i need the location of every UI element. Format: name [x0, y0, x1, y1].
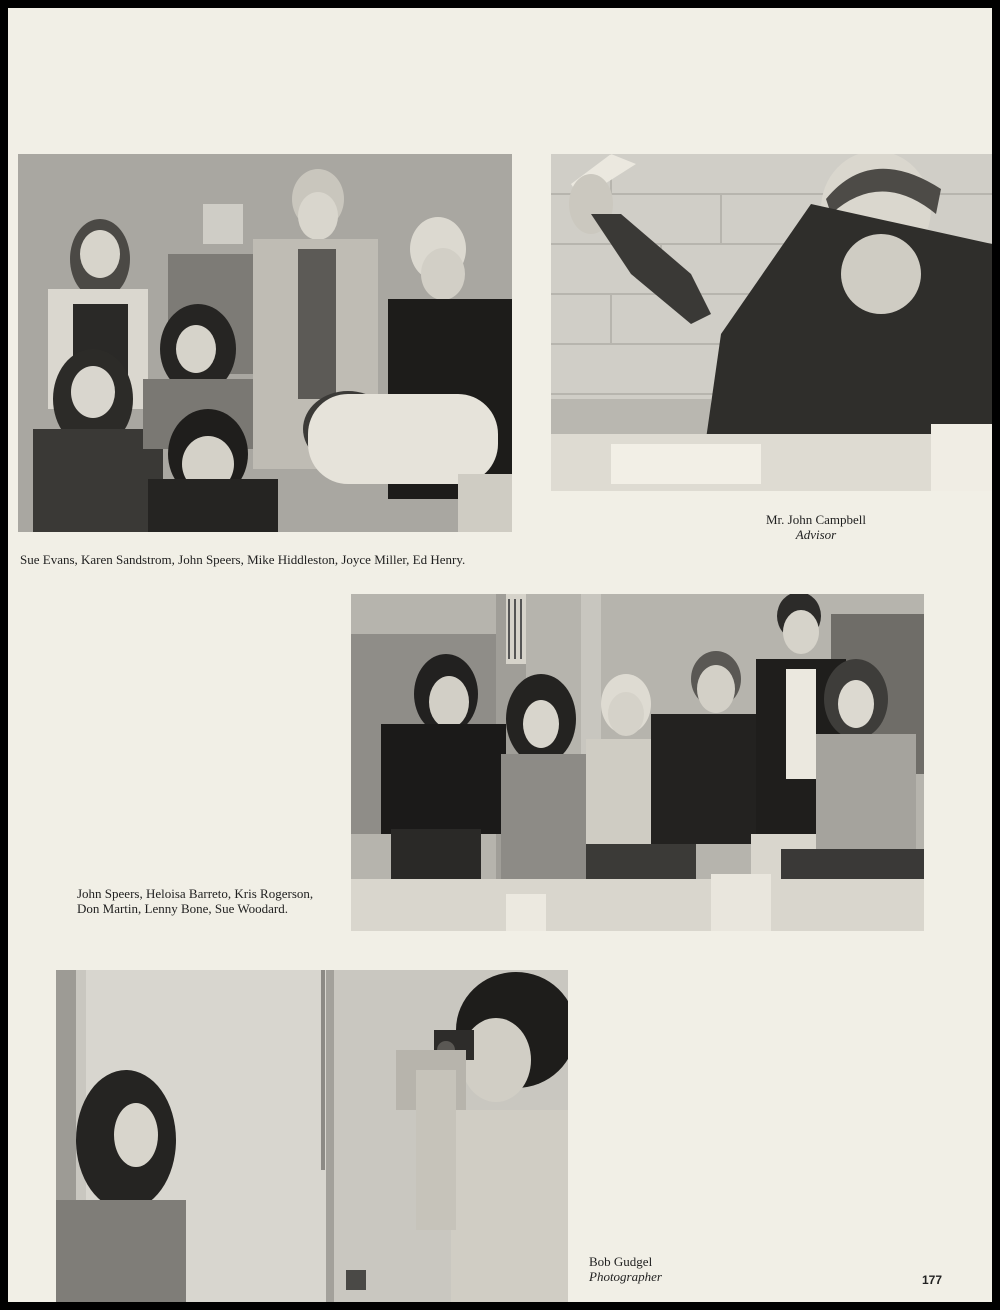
group-photo-1 — [18, 154, 512, 532]
advisor-caption — [721, 512, 911, 542]
group-photo-2-caption-line1: John Speers, Heloisa Barreto, Kris Rogerson, — [77, 886, 314, 901]
advisor-role: Advisor — [795, 527, 837, 542]
page-number: 177 — [922, 1273, 943, 1287]
group-photo-2-caption-line2: Don Martin, Lenny Bone, Sue Woodard. — [77, 901, 289, 916]
advisor-name: Mr. John Campbell — [765, 512, 867, 527]
group-photo-1-caption: Sue Evans, Karen Sandstrom, John Speers, Mike Hiddleston, Joyce Miller, Ed Henry. — [20, 552, 466, 567]
group-photo-2-caption — [77, 886, 313, 916]
advisor-photo — [551, 154, 992, 491]
photographer-role: Photographer — [589, 1269, 662, 1284]
photographer-photo — [56, 970, 568, 1302]
photographer-caption — [589, 1254, 662, 1284]
yearbook-page — [8, 8, 992, 1302]
group-photo-2 — [351, 594, 924, 931]
photographer-name: Bob Gudgel — [589, 1254, 653, 1269]
